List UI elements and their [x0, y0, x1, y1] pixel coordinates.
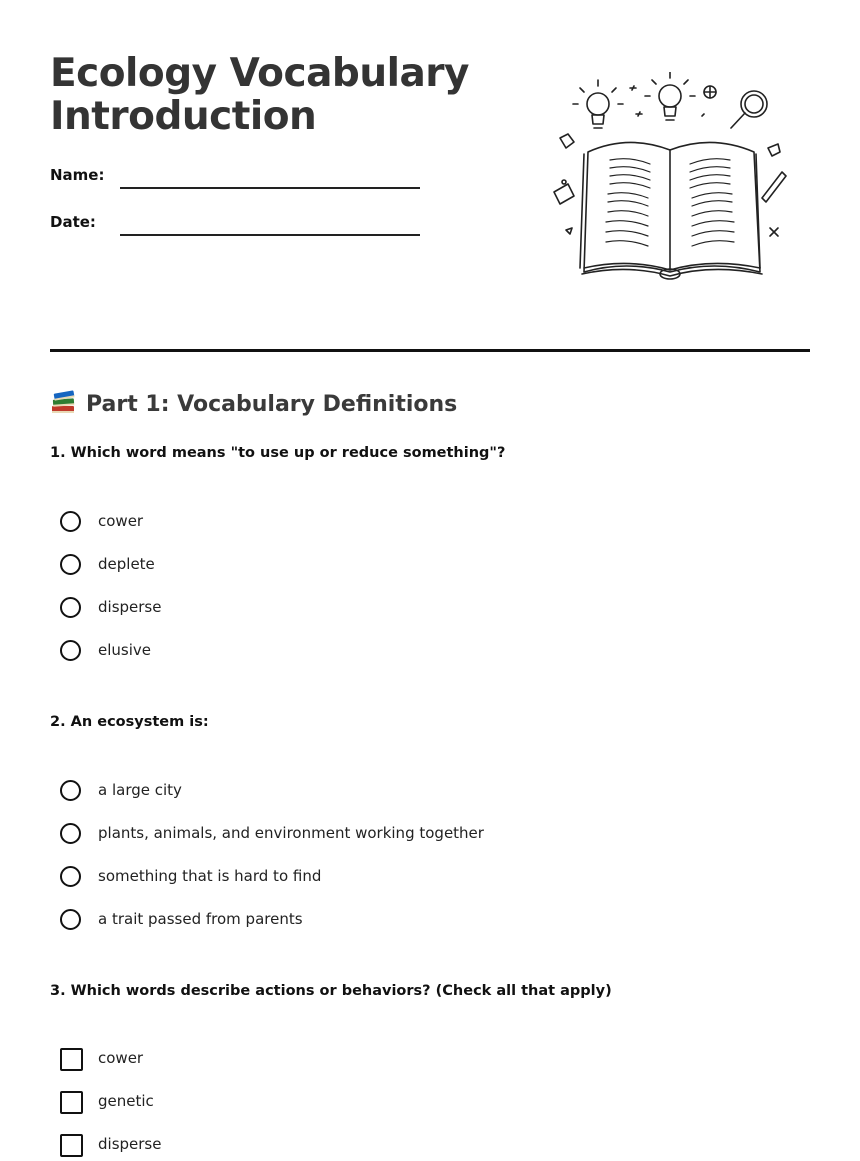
option-label: disperse: [98, 598, 162, 616]
open-book-ideas-icon: [548, 72, 788, 282]
option-label: cower: [98, 512, 144, 530]
option-label: disperse: [98, 1135, 162, 1153]
q2-option-1[interactable]: [60, 780, 660, 806]
option-label: plants, animals, and environment working together: [98, 824, 484, 842]
name-label: Name:: [50, 166, 105, 184]
option-label: genetic: [98, 1092, 154, 1110]
option-label: elusive: [98, 641, 151, 659]
radio-button[interactable]: [60, 640, 81, 661]
checkbox[interactable]: [60, 1091, 83, 1114]
name-input-line[interactable]: [120, 187, 420, 189]
q1-option-4[interactable]: [60, 640, 660, 666]
page-title: [50, 52, 490, 138]
q1-option-3[interactable]: [60, 597, 660, 623]
radio-button[interactable]: [60, 866, 81, 887]
q1-option-1[interactable]: [60, 511, 660, 537]
date-field-row: [50, 207, 430, 237]
q2-option-4[interactable]: [60, 909, 660, 935]
question-3: 3. Which words describe actions or behaviors? (Check all that apply): [50, 983, 612, 999]
date-input-line[interactable]: [120, 234, 420, 236]
radio-button[interactable]: [60, 597, 81, 618]
checkbox[interactable]: [60, 1134, 83, 1157]
q2-option-3[interactable]: [60, 866, 660, 892]
section-divider: [50, 349, 810, 352]
section-title-text: Part 1: Vocabulary Definitions: [86, 392, 458, 417]
q2-option-2[interactable]: [60, 823, 660, 849]
q3-option-3[interactable]: [60, 1134, 660, 1160]
option-label: something that is hard to find: [98, 867, 322, 885]
radio-button[interactable]: [60, 554, 81, 575]
option-label: cower: [98, 1049, 144, 1067]
q3-option-1[interactable]: [60, 1048, 660, 1074]
radio-button[interactable]: [60, 780, 81, 801]
option-label: a large city: [98, 781, 182, 799]
radio-button[interactable]: [60, 511, 81, 532]
page-title-line-1: Ecology Vocabulary: [50, 51, 469, 96]
question-1: 1. Which word means "to use up or reduce something"?: [50, 445, 506, 461]
checkbox[interactable]: [60, 1048, 83, 1071]
question-2: 2. An ecosystem is:: [50, 714, 209, 730]
q1-option-2[interactable]: [60, 554, 660, 580]
q3-option-2[interactable]: [60, 1091, 660, 1117]
radio-button[interactable]: [60, 909, 81, 930]
option-label: deplete: [98, 555, 155, 573]
radio-button[interactable]: [60, 823, 81, 844]
date-label: Date:: [50, 213, 96, 231]
page-title-line-2: Introduction: [50, 94, 317, 139]
option-label: a trait passed from parents: [98, 910, 303, 928]
section-title: [50, 388, 457, 417]
books-icon: [50, 388, 78, 416]
name-field-row: [50, 160, 430, 190]
